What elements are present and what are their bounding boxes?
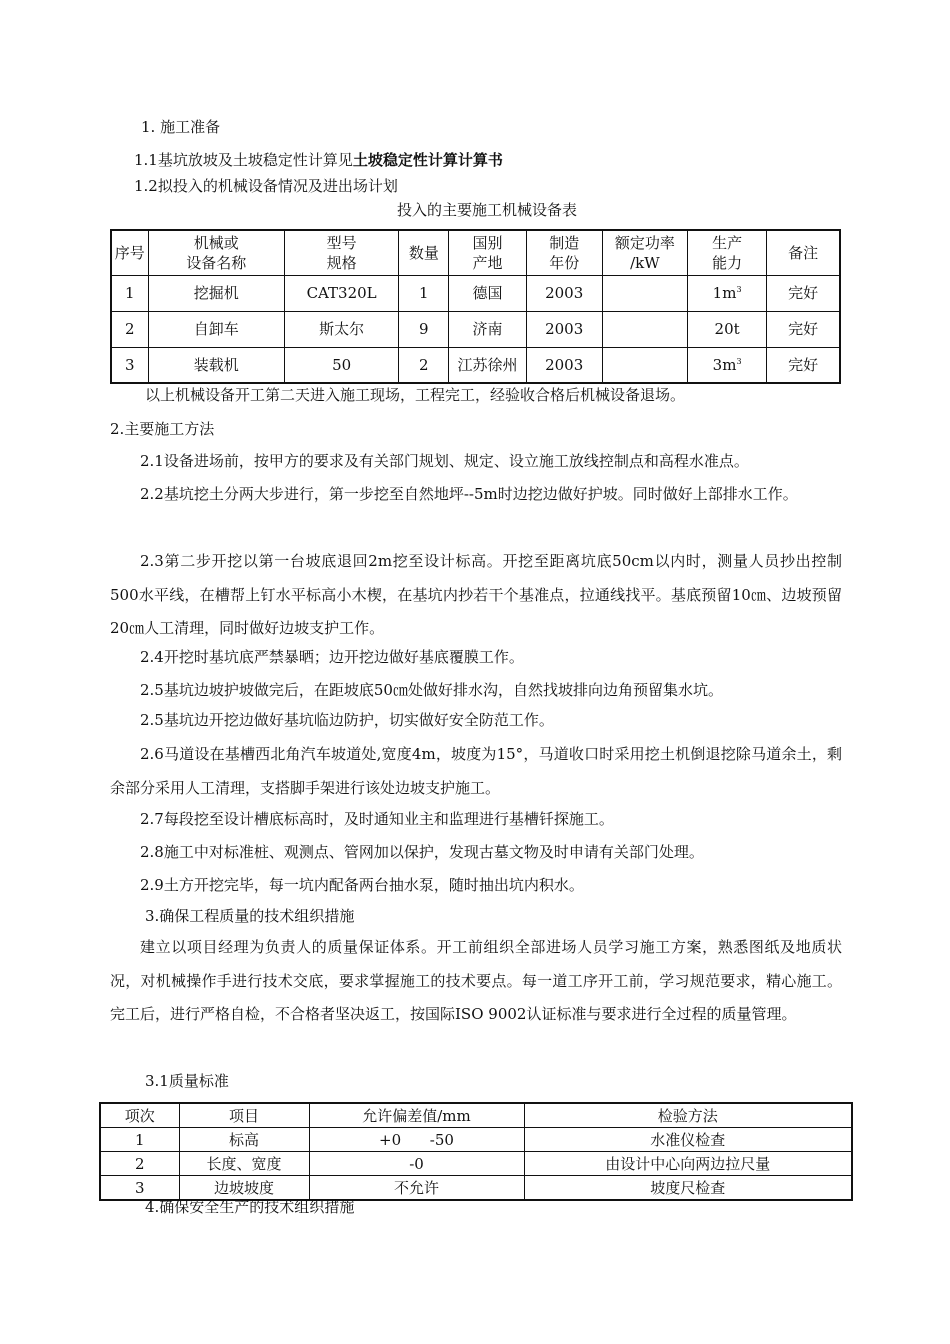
cell-model: 斯太尔 (284, 311, 398, 347)
table-row (111, 347, 840, 383)
table1-after-note: 以上机械设备开工第二天进入施工现场，工程完工，经验收合格后机械设备退场。 (145, 386, 686, 404)
section-3-1-title: 3.1质量标准 (145, 1072, 229, 1090)
cell-power (602, 311, 687, 347)
cell-name: 自卸车 (148, 311, 284, 347)
header-cell: 允许偏差值/mm (309, 1103, 524, 1128)
header-cell: 数量 (399, 230, 449, 275)
cell-no: 1 (100, 1128, 179, 1152)
para-3: 建立以项目经理为负责人的质量保证体系。开工前组织全部进场人员学习施工方案，熟悉图纸及地质状况，对机械操作手进行技术交底，要求掌握施工的技术要点。每一道工序开工前，学习规范要求，精心施工。完工后，进行严格自检，不合格者坚决返工，按国际ISO 9002认证标准与要求进行全过程的质量管理。 (110, 938, 842, 1023)
cell-power (602, 347, 687, 383)
cell-origin: 济南 (449, 311, 526, 347)
header-cell: 制造 年份 (526, 230, 602, 275)
cell-item: 长度、宽度 (179, 1152, 309, 1176)
para-2-9: 2.9土方开挖完毕，每一坑内配备两台抽水泵，随时抽出坑内积水。 (140, 876, 584, 894)
section-2-title: 2.主要施工方法 (110, 420, 215, 438)
cell-tolerance: -0 (309, 1152, 524, 1176)
cell-no: 2 (111, 311, 148, 347)
equipment-table-header-row (111, 230, 840, 275)
cell-name: 挖掘机 (148, 275, 284, 311)
para-2-5a: 2.5基坑边坡护坡做完后，在距坡底50㎝处做好排水沟，自然找坡排向边角预留集水坑。 (140, 681, 723, 699)
cell-note: 完好 (767, 311, 840, 347)
header-cell: 序号 (111, 230, 148, 275)
calc-book-link-text: 土坡稳定性计算计算书 (352, 151, 503, 169)
header-cell: 国别 产地 (449, 230, 526, 275)
section-1-title: 1. 施工准备 (141, 118, 221, 136)
cell-year: 2003 (526, 275, 602, 311)
cell-method: 坡度尺检查 (524, 1176, 852, 1201)
cell-origin: 德国 (449, 275, 526, 311)
cell-no: 2 (100, 1152, 179, 1176)
cell-no: 1 (111, 275, 148, 311)
para-2-5b: 2.5基坑边开挖边做好基坑临边防护，切实做好安全防范工作。 (140, 711, 554, 729)
quality-table-header-row (100, 1103, 852, 1128)
quality-standard-table (99, 1102, 853, 1201)
para-2-8: 2.8施工中对标准桩、观测点、管网加以保护，发现古墓文物及时申请有关部门处理。 (140, 843, 704, 861)
table-row (111, 311, 840, 347)
section-1-1-text: 1.1基坑放坡及土坡稳定性计算见 (134, 151, 353, 169)
cell-qty: 9 (399, 311, 449, 347)
cell-year: 2003 (526, 311, 602, 347)
cell-qty: 2 (399, 347, 449, 383)
cell-origin: 江苏徐州 (449, 347, 526, 383)
section-3-title: 3.确保工程质量的技术组织措施 (145, 907, 355, 925)
section-4-title: 4.确保安全生产的技术组织措施 (145, 1198, 355, 1216)
cell-note: 完好 (767, 275, 840, 311)
equipment-table (110, 229, 841, 384)
cell-qty: 1 (399, 275, 449, 311)
table1-caption: 投入的主要施工机械设备表 (397, 201, 578, 219)
cell-name: 装载机 (148, 347, 284, 383)
cell-method: 水准仪检查 (524, 1128, 852, 1152)
cell-method: 由设计中心向两边拉尺量 (524, 1152, 852, 1176)
section-1-1 (134, 150, 503, 170)
para-2-1: 2.1设备进场前，按甲方的要求及有关部门规划、规定、设立施工放线控制点和高程水准点。 (140, 452, 749, 470)
table-row (100, 1152, 852, 1176)
cell-capacity: $1m^3$ (688, 275, 767, 311)
table-row (100, 1128, 852, 1152)
cell-note: 完好 (767, 347, 840, 383)
header-cell: 备注 (767, 230, 840, 275)
cell-model: 50 (284, 347, 398, 383)
header-cell: 机械或 设备名称 (148, 230, 284, 275)
cell-item: 标高 (179, 1128, 309, 1152)
cell-power (602, 275, 687, 311)
header-cell: 项目 (179, 1103, 309, 1128)
header-cell: 检验方法 (524, 1103, 852, 1128)
para-2-4: 2.4开挖时基坑底严禁暴晒；边开挖边做好基底覆膜工作。 (140, 648, 524, 666)
cell-item: 边坡坡度 (179, 1176, 309, 1201)
para-2-7: 2.7每段挖至设计槽底标高时，及时通知业主和监理进行基槽钎探施工。 (140, 810, 614, 828)
header-cell: 型号 规格 (284, 230, 398, 275)
header-cell: 额定功率 /kW (602, 230, 687, 275)
cell-tolerance: +0 -50 (309, 1128, 524, 1152)
cell-no: 3 (111, 347, 148, 383)
para-2-3: 2.3第二步开挖以第一台坡底退回2m挖至设计标高。开挖至距离坑底50cm以内时，测量人员抄出控制500水平线，在槽帮上钉水平标高小木楔，在基坑内抄若干个基准点，拉通线找平。基底预留10㎝、边坡预留20㎝人工清理，同时做好边坡支护工作。 (110, 552, 842, 637)
cell-tolerance: 不允许 (309, 1176, 524, 1201)
cell-capacity: $3m^3$ (688, 347, 767, 383)
cell-model: CAT320L (284, 275, 398, 311)
section-1-2: 1.2拟投入的机械设备情况及进出场计划 (134, 177, 398, 195)
header-cell: 项次 (100, 1103, 179, 1128)
table-row (111, 275, 840, 311)
cell-year: 2003 (526, 347, 602, 383)
para-2-6: 2.6马道设在基槽西北角汽车坡道处,宽度4m，坡度为15°，马道收口时采用挖土机倒退挖除马道余土，剩余部分采用人工清理，支搭脚手架进行该处边坡支护施工。 (110, 745, 842, 797)
para-2-2: 2.2基坑挖土分两大步进行，第一步挖至自然地坪--5m时边挖边做好护坡。同时做好上部排水工作。 (140, 485, 798, 503)
cell-capacity: 20t (688, 311, 767, 347)
cell-no: 3 (100, 1176, 179, 1201)
header-cell: 生产 能力 (688, 230, 767, 275)
